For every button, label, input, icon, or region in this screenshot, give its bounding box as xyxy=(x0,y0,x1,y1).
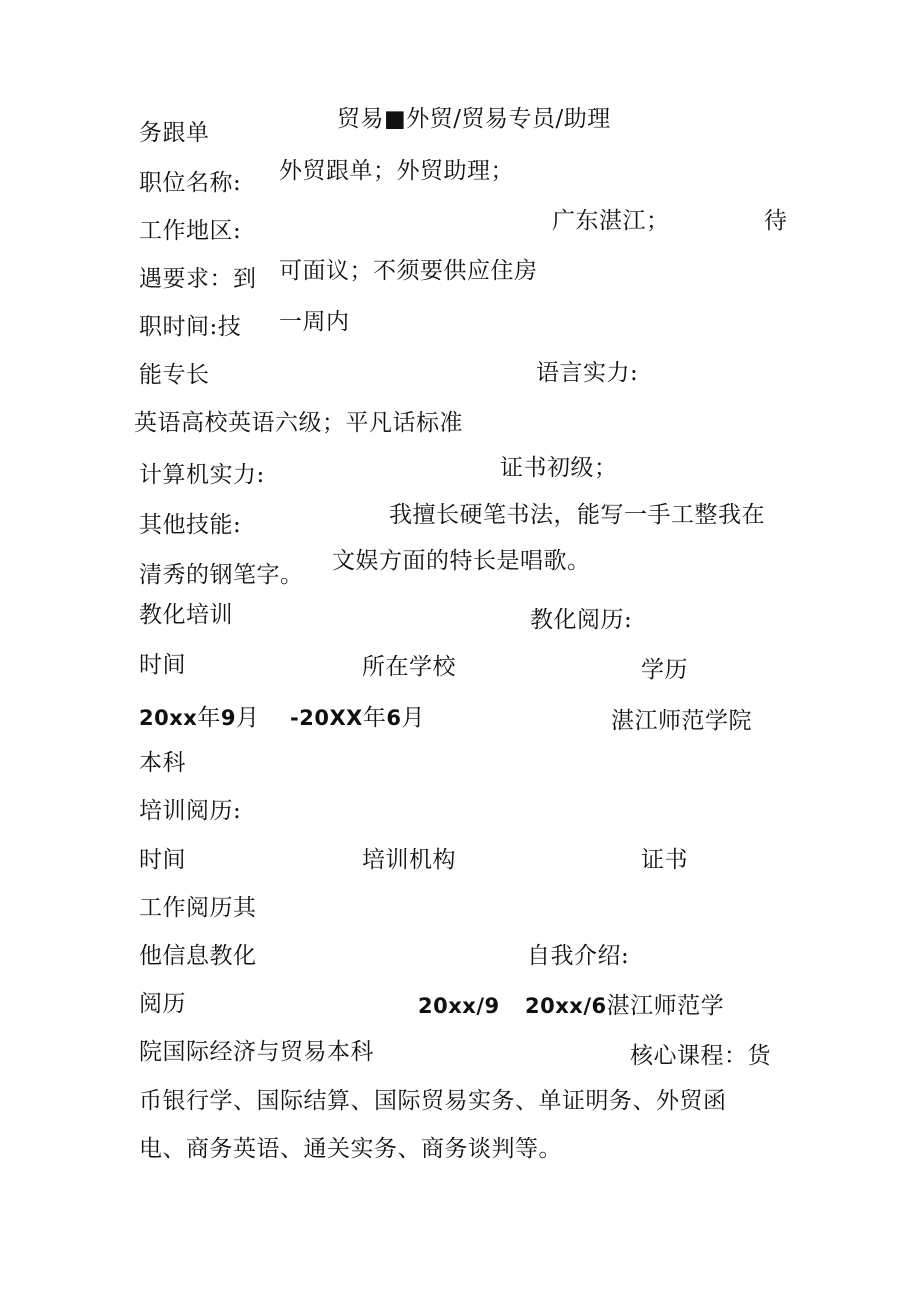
education-row-degree: 本科 xyxy=(139,750,186,776)
education-col-time: 时间 xyxy=(139,652,186,678)
end-month: 6 xyxy=(386,706,402,730)
start-year: 20xx xyxy=(139,706,198,730)
education-row-start xyxy=(139,703,259,733)
end-month-unit: 月 xyxy=(401,705,425,731)
start-month: 9 xyxy=(220,706,236,730)
training-col-time: 时间 xyxy=(139,847,186,873)
education-row-end xyxy=(290,703,425,733)
work-region-label: 工作地区: xyxy=(139,218,242,244)
other-skills-value-line3: 文娱方面的特长是唱歌。 xyxy=(332,548,591,574)
education-col-degree: 学历 xyxy=(641,657,688,683)
training-col-cert: 证书 xyxy=(641,847,688,873)
education-col-school: 所在学校 xyxy=(362,654,456,680)
start-year-unit: 年 xyxy=(197,705,221,731)
salary-label-part2: 遇要求：到 xyxy=(139,266,257,292)
core-courses-line1: 币银行学、国际结算、国际贸易实务、单证明务、外贸函 xyxy=(139,1088,727,1114)
work-region-value: 广东湛江； xyxy=(552,208,670,234)
training-heading: 培训阅历: xyxy=(139,798,242,824)
training-col-org: 培训机构 xyxy=(362,847,456,873)
edu-history-start: 20xx/9 xyxy=(418,994,500,1018)
edu-history-label: 阅历 xyxy=(139,991,186,1017)
salary-value: 可面议；不须要供应住房 xyxy=(279,258,538,284)
salary-label-part1: 待 xyxy=(764,208,788,234)
start-time-value: 一周内 xyxy=(279,309,350,335)
start-month-unit: 月 xyxy=(235,705,260,731)
language-value: 英语高校英语六级；平凡话标准 xyxy=(134,410,463,436)
end-year: -20XX xyxy=(290,706,363,730)
self-intro-label: 自我介绍: xyxy=(527,943,630,969)
education-row-school: 湛江师范学院 xyxy=(611,708,752,734)
work-heading: 工作阅历其 xyxy=(139,895,257,921)
edu-history-end: 20xx/6 xyxy=(525,994,607,1018)
job-title-value: 外贸跟单；外贸助理； xyxy=(279,158,514,184)
education-subheading: 教化阅历: xyxy=(530,607,633,633)
job-category-label: 务跟单 xyxy=(139,120,210,146)
other-skills-value-line2: 清秀的钢笔字。 xyxy=(139,562,304,588)
other-skills-value-line1: 我擅长硬笔书法，能写一手工整我在 xyxy=(389,502,765,528)
other-info-heading: 他信息教化 xyxy=(139,943,257,969)
other-skills-label: 其他技能: xyxy=(139,512,242,538)
core-courses-label: 核心课程：货 xyxy=(630,1043,771,1069)
end-year-unit: 年 xyxy=(362,705,387,731)
language-label: 语言实力: xyxy=(536,360,639,386)
job-category-value: 贸易■外贸/贸易专员/助理 xyxy=(337,106,611,132)
edu-history-end-school xyxy=(525,991,724,1021)
computer-label: 计算机实力: xyxy=(139,462,265,488)
edu-history-school-part1: 湛江师范学 xyxy=(606,993,725,1019)
education-heading: 教化培训 xyxy=(139,602,233,628)
skills-heading: 能专长 xyxy=(139,362,210,388)
job-title-label: 职位名称: xyxy=(139,170,242,196)
computer-value: 证书初级； xyxy=(500,455,618,481)
core-courses-line2: 电、商务英语、通关实务、商务谈判等。 xyxy=(139,1136,562,1162)
edu-history-school-part2: 院国际经济与贸易本科 xyxy=(139,1039,374,1065)
start-time-label: 职时间:技 xyxy=(139,314,242,340)
